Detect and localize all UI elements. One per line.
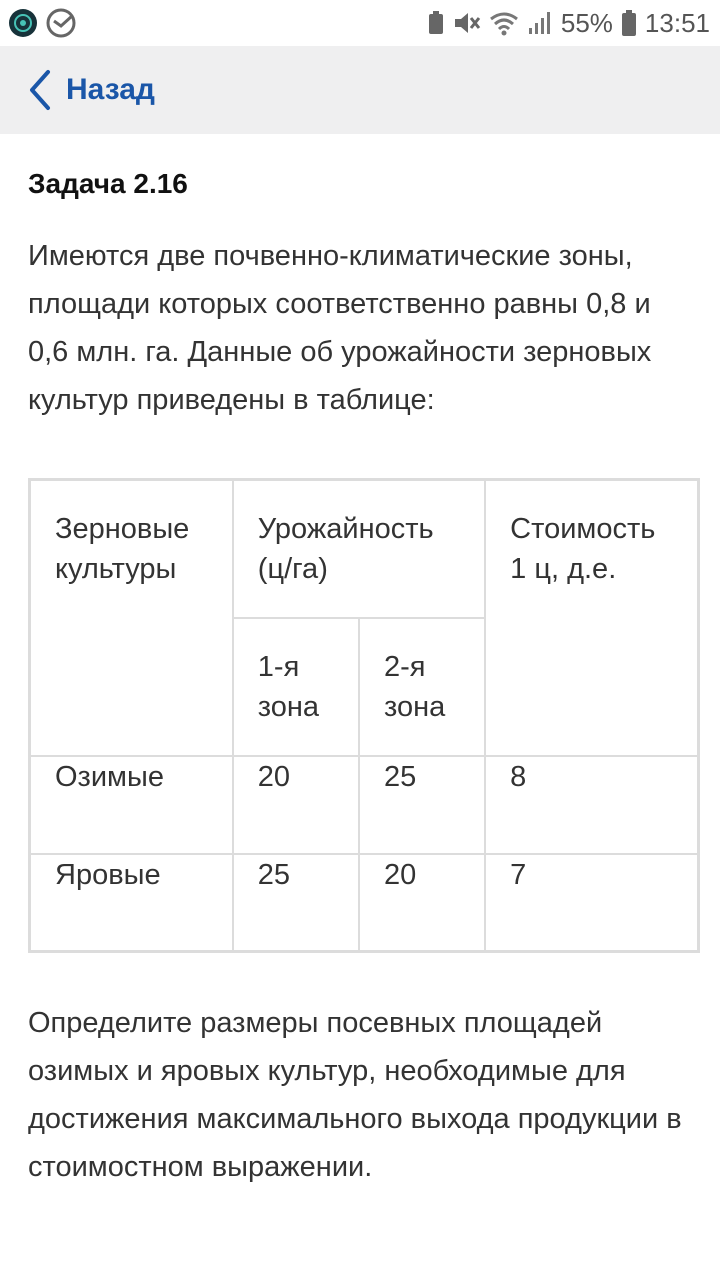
status-bar [0,0,720,46]
status-left-icons [8,8,76,38]
cell-crop: Озимые [30,756,233,854]
cell-zone2: 20 [359,854,485,952]
cell-zone1: 25 [233,854,359,952]
wifi-icon [489,10,519,36]
app-circle-icon [8,8,38,38]
header-zone1: 1-я зона [233,618,359,756]
sberbank-icon [46,8,76,38]
back-label: Назад [66,73,155,106]
task-title: Задача 2.16 [28,168,188,199]
task-intro: Имеются две почвенно-климатические зоны, площади которых соответственно равны 0,8 и 0,6 млн. га. Данные об урожайности зерновых культур приведены в таблице: [28,240,652,416]
battery-icon [621,9,637,37]
cell-cost: 7 [485,854,698,952]
battery-saver-icon [427,10,445,36]
battery-percent: 55% [560,7,613,38]
mute-icon [453,10,481,36]
yield-table [28,478,700,953]
back-button[interactable] [28,69,155,111]
status-right-icons [427,8,710,39]
header-crop: Зерновые культуры [30,480,233,756]
nav-bar [0,46,720,134]
cell-cost: 8 [485,756,698,854]
signal-icon [527,10,553,36]
header-yield: Урожайность (ц/га) [233,480,485,618]
table-header-row [30,480,699,618]
task-question: Определите размеры посевных площадей озимых и яровых культур, необходимые для достижения максимального выхода продукции в стоимостном выражении. [28,1007,682,1183]
cell-zone2: 25 [359,756,485,854]
task-content [0,168,720,1191]
cell-zone1: 20 [233,756,359,854]
cell-crop: Яровые [30,854,233,952]
chevron-left-icon [28,69,52,111]
clock: 13:51 [644,7,710,38]
header-zone2: 2-я зона [359,618,485,756]
table-row [30,756,699,854]
table-row [30,854,699,952]
header-cost: Стоимость 1 ц, д.е. [485,480,698,756]
